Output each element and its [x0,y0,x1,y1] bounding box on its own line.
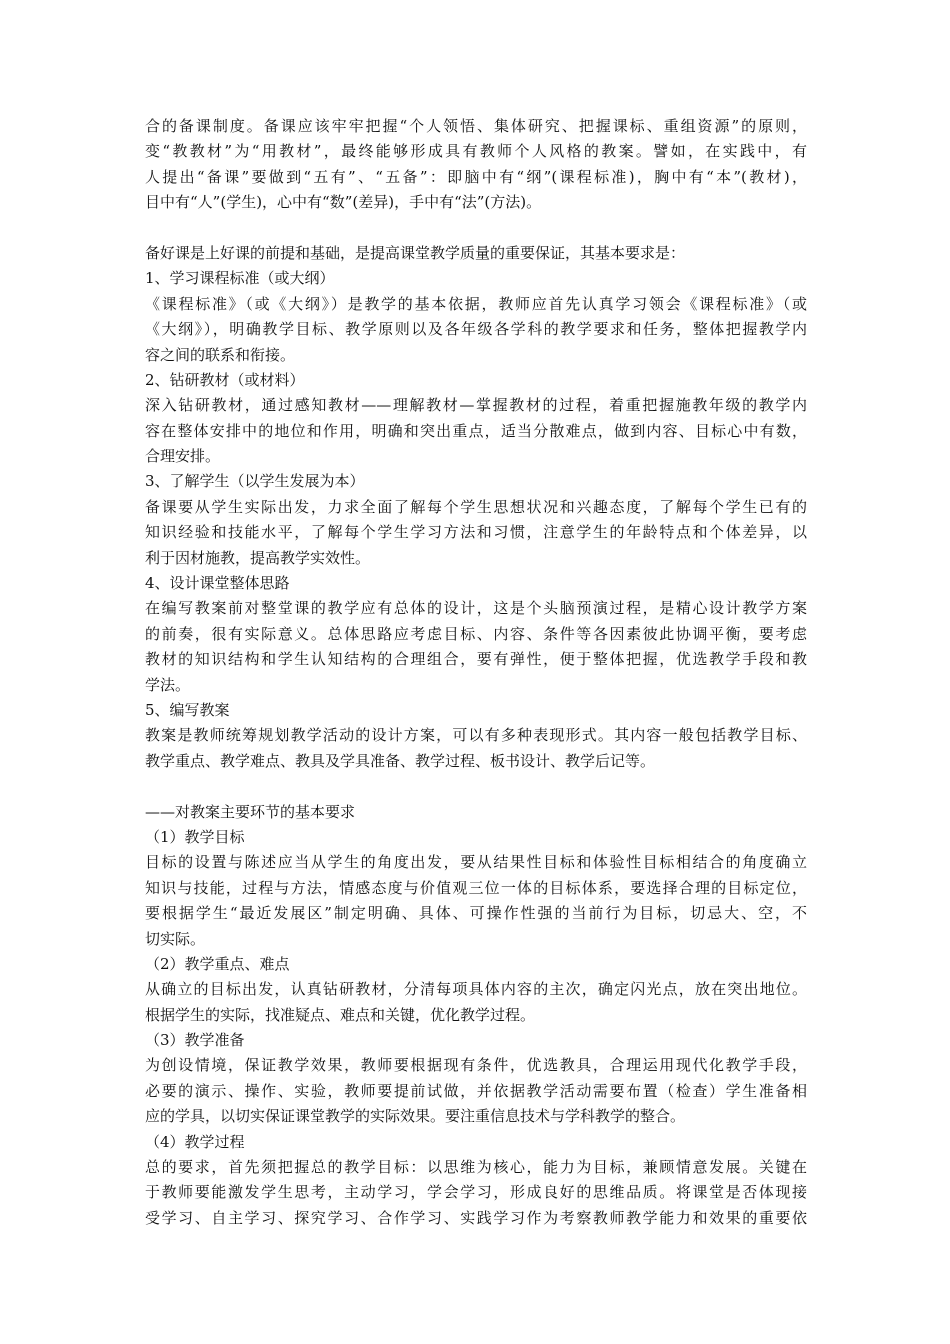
document-page [145,114,807,1231]
text-line: 总的要求，首先须把握总的教学目标：以思维为核心，能力为目标，兼顾情意发展。关键在 [145,1158,807,1177]
text-line: 于教师要能激发学生思考，主动学习，学会学习，形成良好的思维品质。将课堂是否体现接 [145,1183,807,1202]
text-line: 容之间的联系和衔接。 [145,345,296,364]
text-line: 知识与技能，过程与方法，情感态度与价值观三位一体的目标体系，要选择合理的目标定位， [145,878,807,897]
text-line: 教材的知识结构和学生认知结构的合理组合，要有弹性，便于整体把握，优选教学手段和教 [145,650,807,669]
paragraph [145,596,807,698]
text-line: 从确立的目标出发，认真钻研教材，分清每项具体内容的主次，确定闪光点，放在突出地位。 [145,980,807,999]
paragraph [145,698,807,723]
text-line: 深入钻研教材，通过感知教材——理解教材—掌握教材的过程，着重把握施教年级的教学内 [145,396,807,415]
text-line: 容在整体安排中的地位和作用，明确和突出重点，适当分散难点，做到内容、目标心中有数， [145,421,807,440]
paragraph [145,1155,807,1231]
text-line: 为创设情境，保证教学效果，教师要根据现有条件，优选教具，合理运用现代化教学手段， [145,1056,807,1075]
text-line: （1）教学目标 [145,827,245,846]
text-line: 合理安排。 [145,447,221,466]
text-line: 利于因材施教，提高教学实效性。 [145,548,371,567]
text-line: 备课要从学生实际出发，力求全面了解每个学生思想状况和兴趣态度，了解每个学生已有的 [145,497,807,516]
text-line: 2、钻研教材（或材料） [145,370,305,389]
text-line: 切实际。 [145,929,206,948]
text-line: （4）教学过程 [145,1132,245,1151]
text-line: （2）教学重点、难点 [145,954,290,973]
paragraph [145,368,807,393]
text-line: 目标的设置与陈述应当从学生的角度出发，要从结果性目标和体验性目标相结合的角度确立 [145,853,807,872]
text-line: 教学重点、教学难点、教具及学具准备、教学过程、板书设计、教学后记等。 [145,751,656,770]
text-line: 变“教教材”为“用教材”，最终能够形成具有教师个人风格的教案。譬如，在实践中，有 [145,142,807,161]
paragraph [145,495,807,571]
paragraph [145,825,807,850]
text-line: 《大纲》），明确教学目标、教学原则以及各年级各学科的教学要求和任务，整体把握教学内 [145,320,807,339]
text-line: 必要的演示、操作、实验，教师要提前试做，并依据教学活动需要布置（检查）学生准备相 [145,1081,807,1100]
text-line: 1、学习课程标准（或大纲） [145,269,335,288]
paragraph [145,114,807,216]
paragraph [145,850,807,952]
text-line: 3、了解学生（以学生发展为本） [145,472,365,491]
text-line: 《课程标准》（或《大纲》）是教学的基本依据，教师应首先认真学习领会《课程标准》（或 [145,294,807,313]
text-line: 备好课是上好课的前提和基础，是提高课堂教学质量的重要保证，其基本要求是： [145,243,686,262]
paragraph [145,977,807,1028]
text-line: 知识经验和技能水平，了解每个学生学习方法和习惯，注意学生的年龄特点和个体差异，以 [145,523,807,542]
blank-line [145,774,807,799]
text-line: 的前奏，很有实际意义。总体思路应考虑目标、内容、条件等各因素彼此协调平衡，要考虑 [145,624,807,643]
paragraph [145,571,807,596]
paragraph [145,1028,807,1053]
text-line: 应的学具，以切实保证课堂教学的实际效果。要注重信息技术与学科教学的整合。 [145,1107,686,1126]
paragraph [145,723,807,774]
text-line: 4、设计课堂整体思路 [145,574,290,593]
text-line: 教案是教师统筹规划教学活动的设计方案，可以有多种表现形式。其内容一般包括教学目标、 [145,726,807,745]
text-line: 受学习、自主学习、探究学习、合作学习、实践学习作为考察教师教学能力和效果的重要依 [145,1208,807,1227]
paragraph [145,393,807,469]
paragraph [145,1053,807,1129]
text-line: 5、编写教案 [145,700,230,719]
text-line: 合的备课制度。备课应该牢牢把握“个人领悟、集体研究、把握课标、重组资源”的原则， [145,117,807,135]
text-line: 目中有“人”(学生)，心中有“数”(差异)，手中有“法”(方法)。 [145,193,542,212]
text-line: 人提出“备课”要做到“五有”、“五备”：即脑中有“纲”(课程标准)，胸中有“本”(教材)， [145,167,807,186]
text-line: 在编写教案前对整堂课的教学应有总体的设计，这是个头脑预演过程，是精心设计教学方案 [145,599,807,618]
text-line: ——对教案主要环节的基本要求 [145,802,356,821]
paragraph [145,266,807,291]
blank-line [145,216,807,241]
text-line: 要根据学生“最近发展区”制定明确、具体、可操作性强的当前行为目标，切忌大、空，不 [145,904,807,923]
paragraph [145,952,807,977]
text-line: 根据学生的实际，找准疑点、难点和关键，优化教学过程。 [145,1005,536,1024]
paragraph [145,800,807,825]
paragraph [145,469,807,494]
paragraph [145,241,807,266]
text-line: （3）教学准备 [145,1031,245,1050]
paragraph [145,292,807,368]
text-line: 学法。 [145,675,191,694]
paragraph [145,1130,807,1155]
